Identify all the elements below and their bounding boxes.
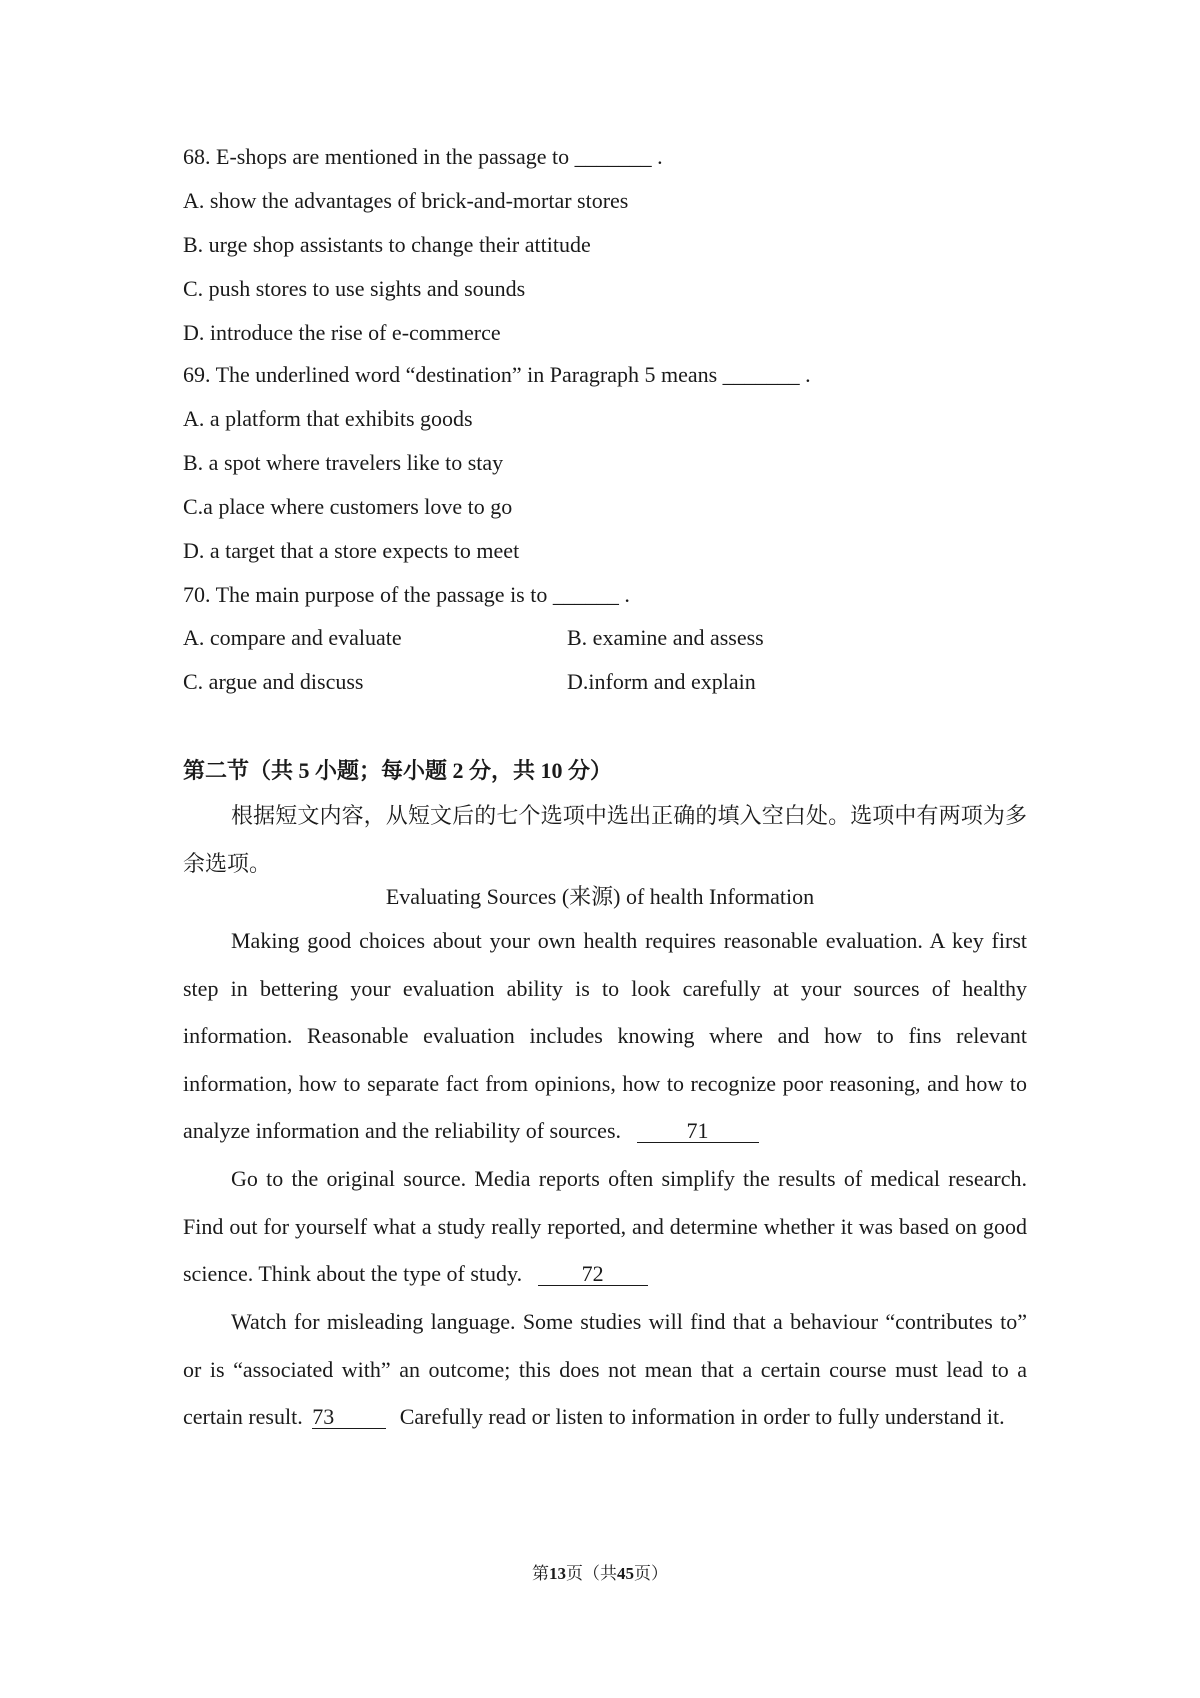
- blank-72: [538, 1263, 648, 1286]
- footer-page-number: 13: [549, 1564, 566, 1583]
- question-69-option-a: A. a platform that exhibits goods: [183, 406, 473, 431]
- blank-71-number: 71: [686, 1118, 709, 1144]
- paragraph-1-text: Making good choices about your own health requires reasonable evaluation. A key first step in bettering your evaluation ability is to look carefully at your sources of healthy information. Reasonable evaluation includes knowing where and how to fins relevant information, how to separate fact from opinions, how to recognize poor reasoning, and how to analyze information and the reliability of sources.: [183, 928, 1027, 1144]
- section-heading: 第二节（共 5 小题；每小题 2 分，共 10 分）: [183, 758, 613, 783]
- page-footer: [0, 1563, 1200, 1585]
- question-70-option-d: D.inform and explain: [567, 669, 756, 694]
- question-68-option-b: B. urge shop assistants to change their attitude: [183, 232, 591, 257]
- question-70-stem: 70. The main purpose of the passage is to ______ .: [183, 582, 630, 607]
- blank-71: [637, 1120, 759, 1143]
- passage-paragraph-1: [183, 917, 1027, 1155]
- passage-paragraph-3: [183, 1298, 1027, 1441]
- footer-suffix: 页）: [634, 1564, 668, 1583]
- question-68-stem: 68. E-shops are mentioned in the passage to _______ .: [183, 144, 663, 169]
- question-70-option-a: A. compare and evaluate: [183, 625, 402, 650]
- question-68-option-d: D. introduce the rise of e-commerce: [183, 320, 501, 345]
- section-instructions: 根据短文内容，从短文后的七个选项中选出正确的填入空白处。选项中有两项为多余选项。: [183, 803, 1027, 876]
- paragraph-3-text-after: Carefully read or listen to information in order to fully understand it.: [399, 1404, 1005, 1430]
- blank-73-number: 73: [312, 1404, 335, 1430]
- blank-72-number: 72: [581, 1261, 604, 1287]
- question-69-option-b: B. a spot where travelers like to stay: [183, 450, 504, 475]
- paragraph-2-text: Go to the original source. Media reports often simplify the results of medical research. Find out for yourself what a study really reported, and determine whether it was based on good science. Think about the type of study.: [183, 1166, 1027, 1287]
- question-70-option-b: B. examine and assess: [567, 625, 764, 650]
- question-68-option-a: A. show the advantages of brick-and-mortar stores: [183, 188, 629, 213]
- passage-title: Evaluating Sources (来源) of health Information: [385, 884, 815, 909]
- blank-73: [312, 1406, 386, 1429]
- question-69-stem: 69. The underlined word “destination” in Paragraph 5 means _______ .: [183, 362, 811, 387]
- footer-total-pages: 45: [617, 1564, 634, 1583]
- question-69-option-d: D. a target that a store expects to meet: [183, 538, 520, 563]
- question-68-option-c: C. push stores to use sights and sounds: [183, 276, 526, 301]
- footer-middle: 页（共: [566, 1564, 617, 1583]
- question-70-option-c: C. argue and discuss: [183, 669, 364, 694]
- paragraph-3-text-before: Watch for misleading language. Some studies will find that a behaviour “contributes to” or is “associated with” an outcome; this does not mean that a certain course must lead to a certain result.: [183, 1309, 1027, 1430]
- footer-prefix: 第: [532, 1564, 549, 1583]
- question-69-option-c: C.a place where customers love to go: [183, 494, 513, 519]
- passage-paragraph-2: [183, 1155, 1027, 1298]
